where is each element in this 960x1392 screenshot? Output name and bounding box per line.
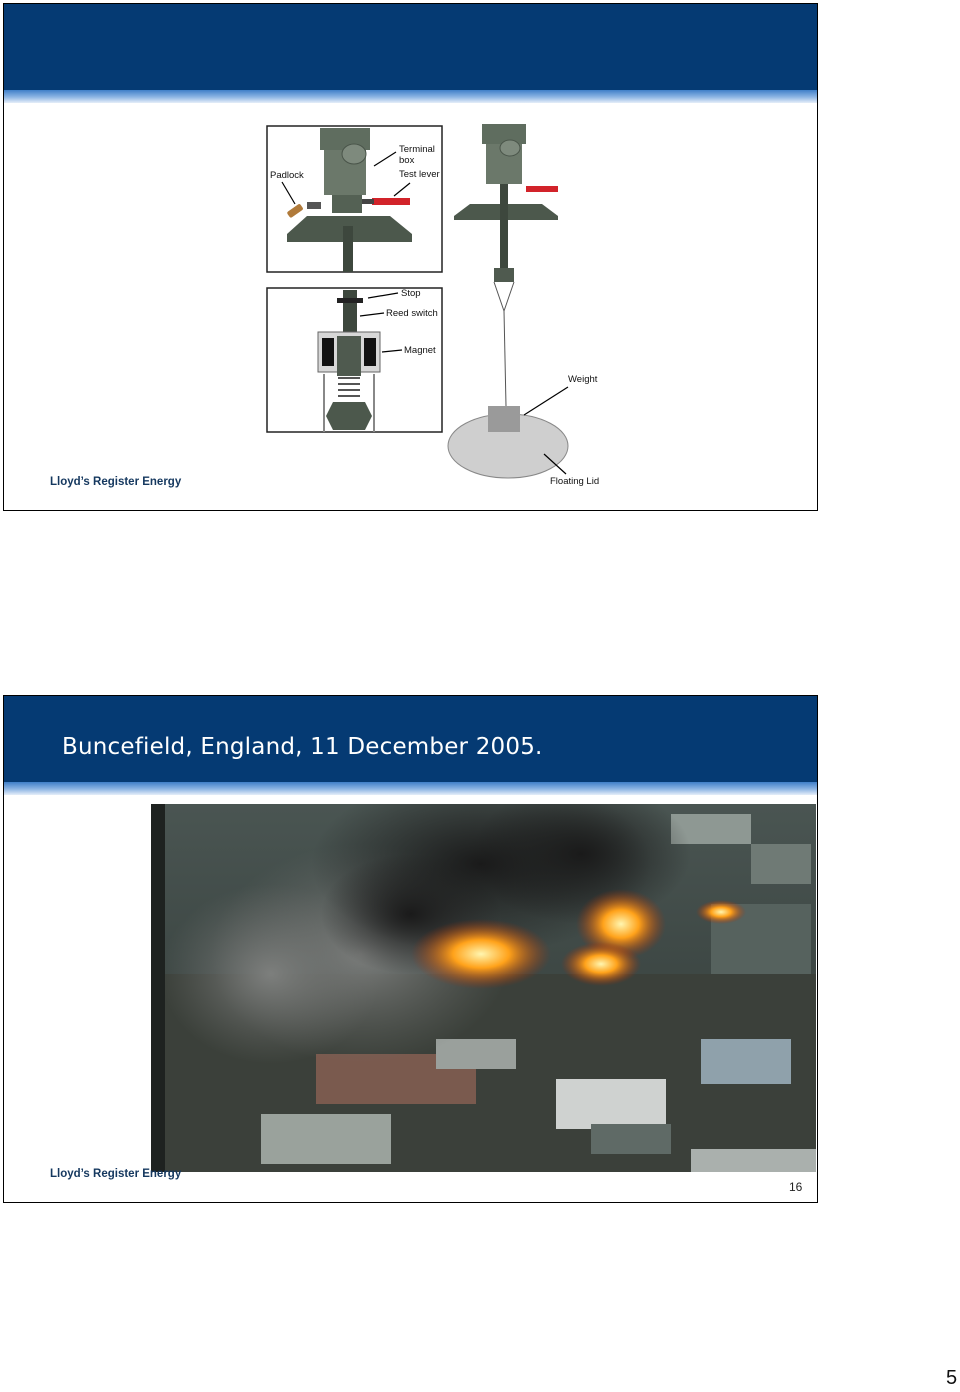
slide-2	[3, 695, 818, 1203]
slide-1	[3, 3, 818, 511]
label-test-lever: Test lever	[399, 169, 440, 180]
label-box: box	[399, 155, 415, 166]
fire-aerial-photo	[151, 804, 816, 1172]
slide-number: 16	[789, 1180, 803, 1194]
float-switch-diagram	[262, 116, 612, 496]
slide-header-accent-line	[4, 782, 817, 795]
test-lever-handle-2	[526, 186, 558, 192]
slide-header-accent-line	[4, 90, 817, 103]
label-stop: Stop	[401, 288, 421, 299]
label-padlock: Padlock	[270, 170, 304, 181]
slide-title: Buncefield, England, 11 December 2005.	[62, 734, 543, 760]
label-floating-lid: Floating Lid	[550, 476, 600, 487]
page-number: 5	[946, 1367, 958, 1389]
label-magnet: Magnet	[404, 345, 436, 356]
slide-footer-brand: Lloyd’s Register Energy	[50, 1168, 182, 1180]
label-reed-switch: Reed switch	[386, 308, 438, 319]
test-lever-handle	[372, 198, 410, 205]
slide-header-band	[4, 4, 817, 90]
label-terminal: Terminal	[399, 144, 435, 155]
slide-footer-brand: Lloyd’s Register Energy	[50, 476, 182, 488]
label-weight: Weight	[568, 374, 598, 385]
